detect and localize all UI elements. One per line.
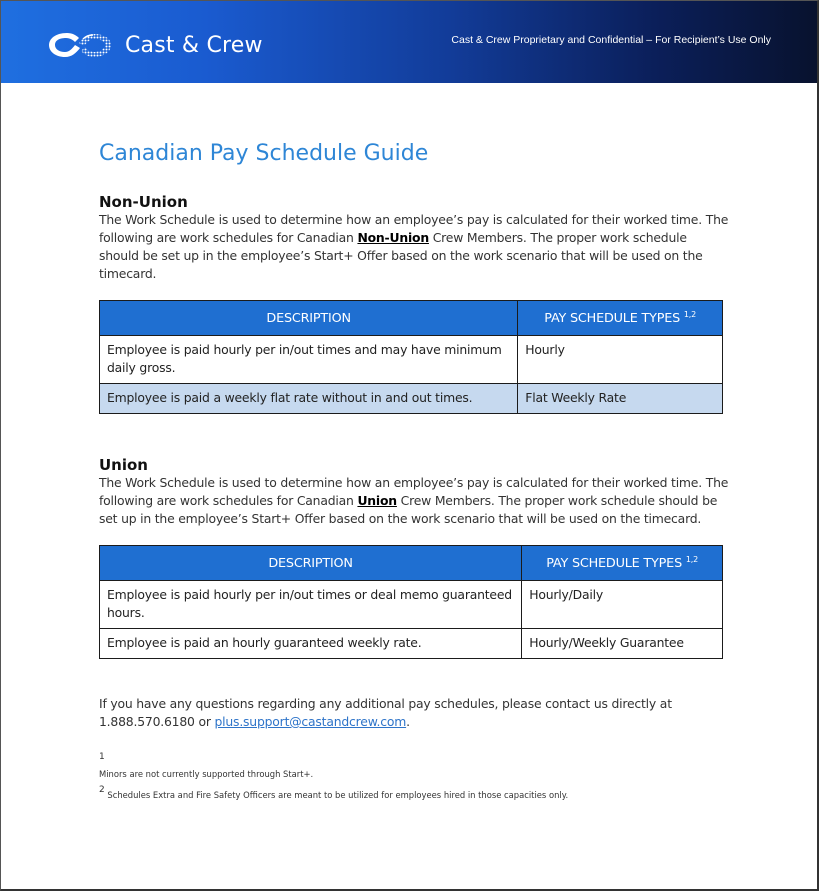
union-heading: Union [99,456,148,474]
description-column-header: DESCRIPTION [100,301,518,336]
table-header-row [100,301,723,336]
non-union-description: The Work Schedule is used to determine how an employee’s pay is calculated for their worked time. The following are work schedules for Canadian Non-Union Crew Members. The proper work schedule should be set up in the employee’s Start+ Offer based on the work scenario that will be used on the timecard. [99,212,729,281]
description-cell: Employee is paid an hourly guaranteed weekly rate. [100,629,522,659]
contact-paragraph: If you have any questions regarding any additional pay schedules, please contact us directly at 1.888.570.6180 or plus.support@castandcrew.com. [99,696,672,729]
pay-schedule-column-header: PAY SCHEDULE TYPES $^{1,2}$ [518,301,723,336]
page-title: Canadian Pay Schedule Guide [99,141,429,166]
description-cell: Employee is paid a weekly flat rate without in and out times. [100,384,518,414]
confidentiality-notice: Cast & Crew Proprietary and Confidential – For Recipient’s Use Only [451,34,771,46]
table-row [100,581,723,629]
pay-type-cell: Hourly [518,336,723,384]
table-row [100,629,723,659]
non-union-heading: Non-Union [99,193,188,211]
support-email-link[interactable]: plus.support@castandcrew.com [214,714,407,729]
footnote-2: $^2$ Schedules Extra and Fire Safety Officers are meant to be utilized for employees hired in those capacities only. [99,785,569,800]
union-schedule-table [99,545,723,659]
footnotes [99,751,729,801]
union-emphasis: Union [357,493,397,508]
non-union-emphasis: Non-Union [357,230,429,245]
description-cell: Employee is paid hourly per in/out times and may have minimum daily gross. [100,336,518,384]
cast-and-crew-logo-icon [45,27,115,63]
page-header [1,1,817,83]
pay-schedule-column-header: PAY SCHEDULE TYPES $^{1,2}$ [522,546,723,581]
brand-logo [45,27,263,63]
table-row [100,384,723,414]
table-header-row [100,546,723,581]
pay-type-cell: Hourly/Daily [522,581,723,629]
document-body [99,141,729,801]
description-cell: Employee is paid hourly per in/out times or deal memo guaranteed hours. [100,581,522,629]
description-column-header: DESCRIPTION [100,546,522,581]
pay-type-cell: Flat Weekly Rate [518,384,723,414]
brand-name: Cast & Crew [125,32,263,58]
non-union-schedule-table [99,300,723,414]
footnote-1: $^1$ Minors are not currently supported through Start+. [99,752,314,779]
table-row [100,336,723,384]
pay-type-cell: Hourly/Weekly Guarantee [522,629,723,659]
union-description: The Work Schedule is used to determine how an employee’s pay is calculated for their worked time. The following are work schedules for Canadian Union Crew Members. The proper work schedule should be set up in the employee’s Start+ Offer based on the work scenario that will be used on the timecard. [99,475,729,526]
